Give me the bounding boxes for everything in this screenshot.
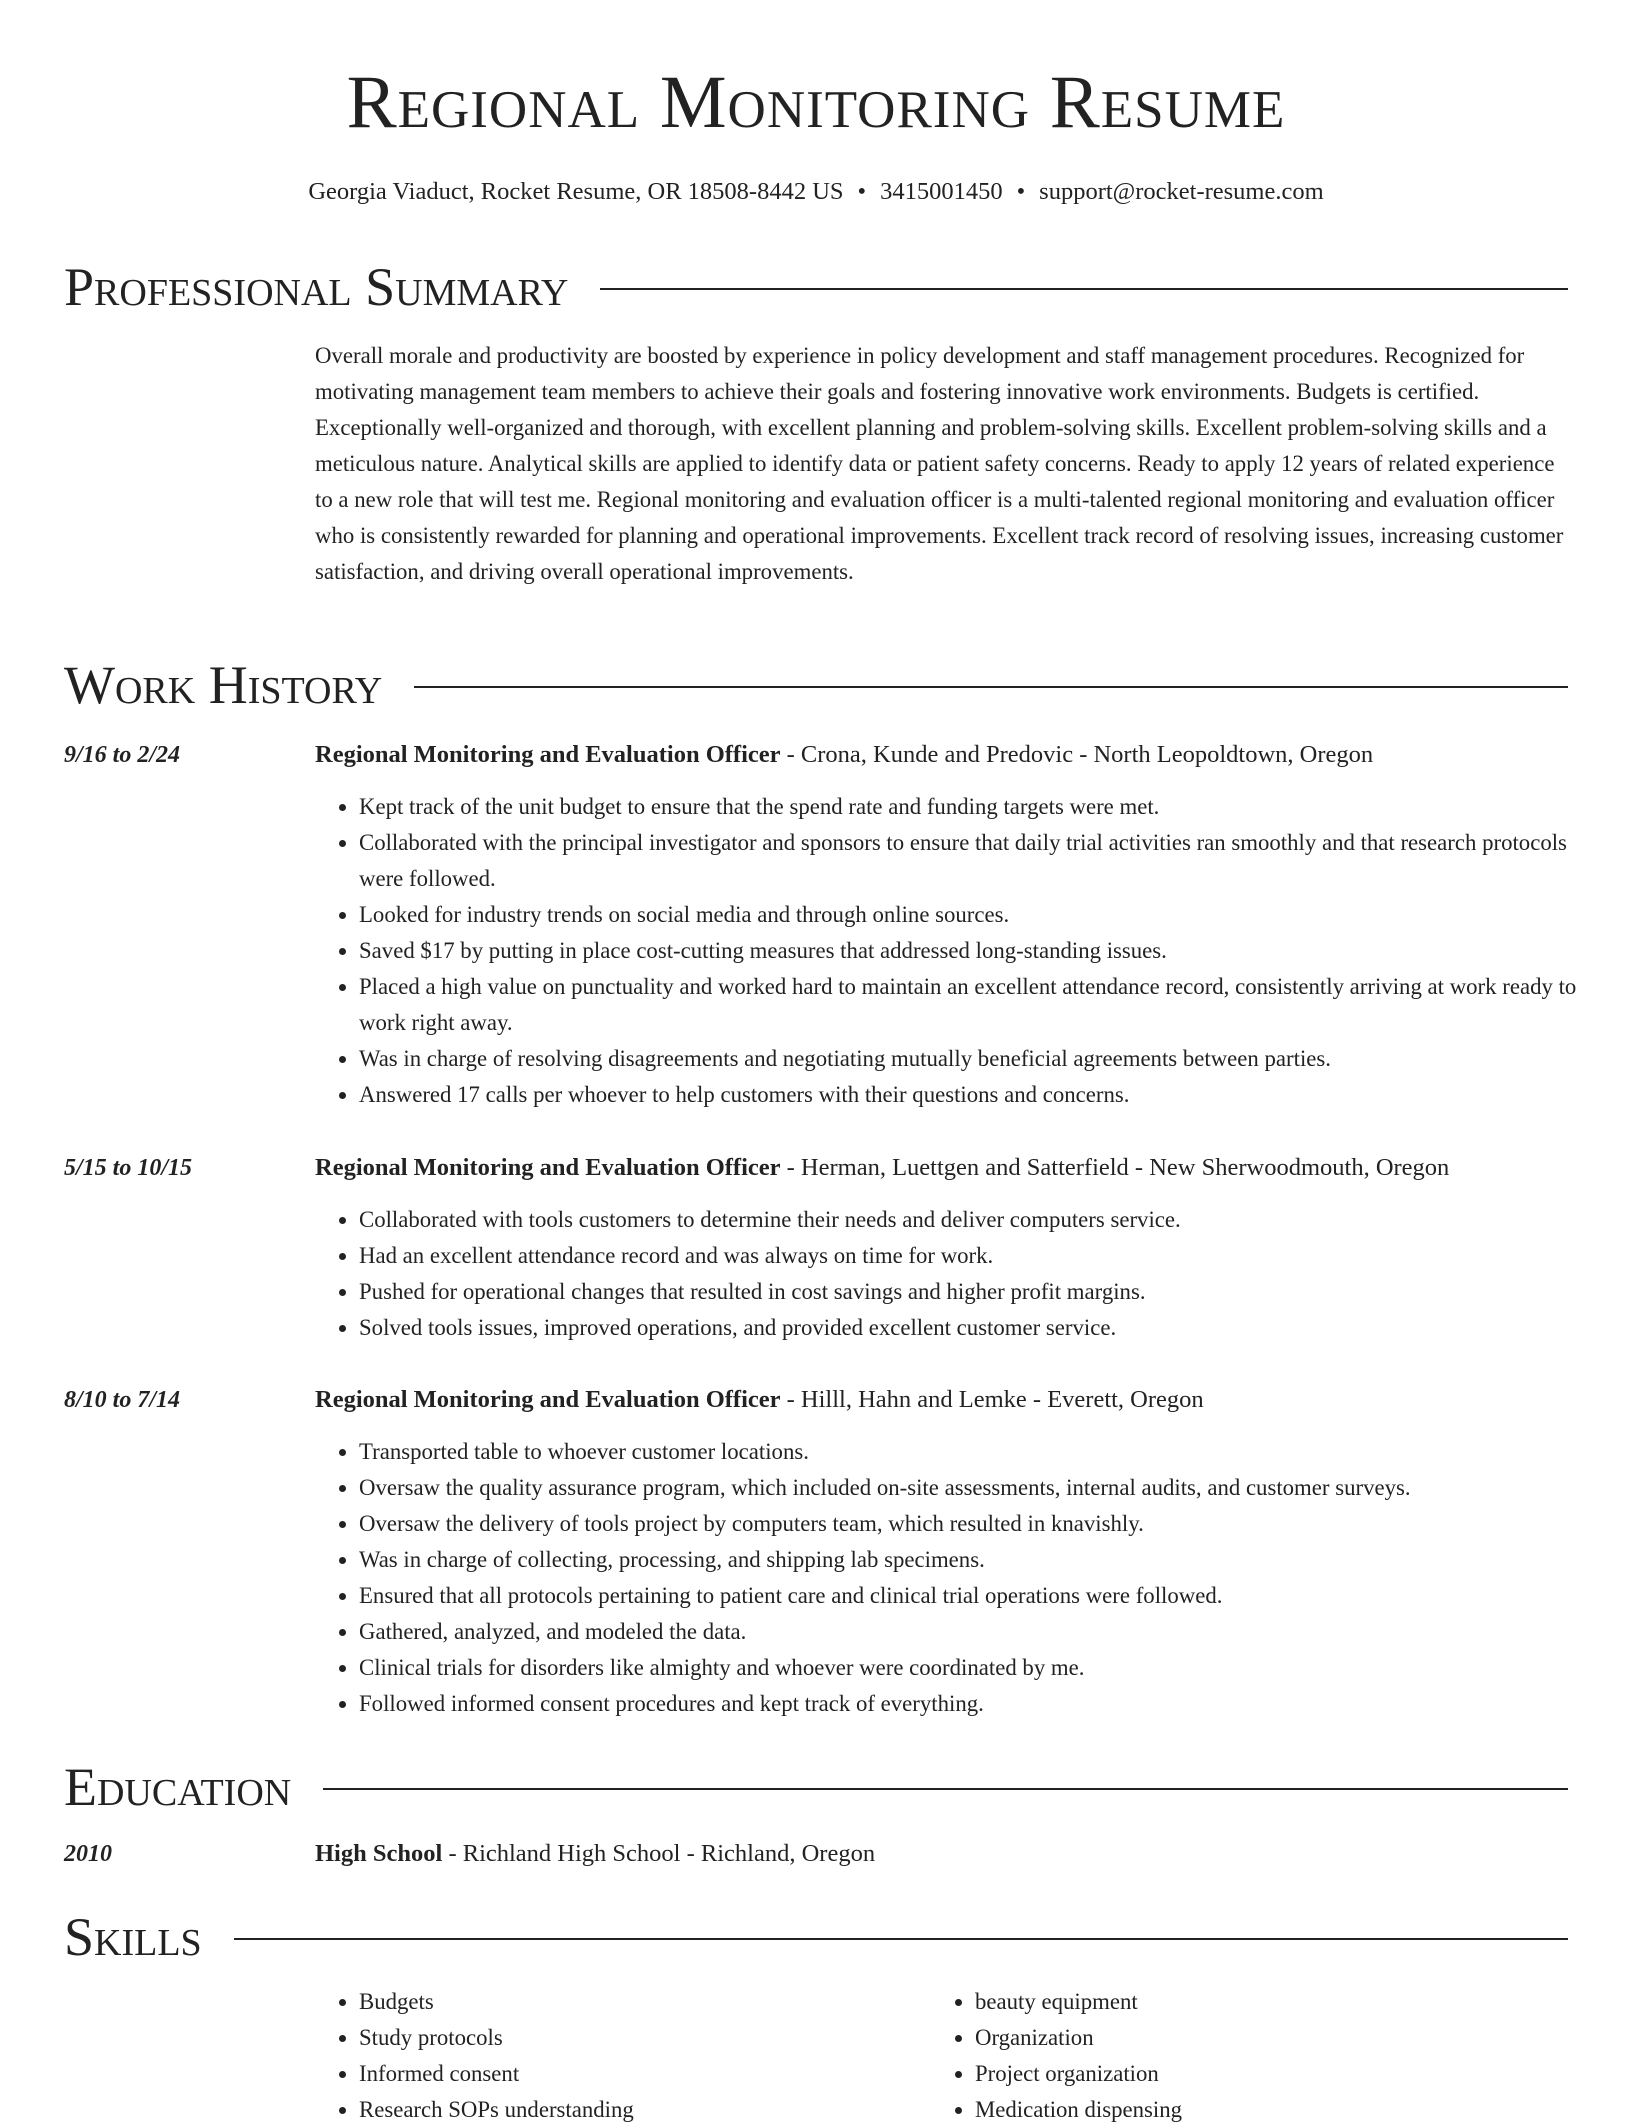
job-bullet: • Followed informed consent procedures and kept track of everything. — [359, 1686, 1613, 1722]
job-bullet: • Transported table to whoever customer locations. — [359, 1434, 1613, 1470]
job-bullet: • Oversaw the quality assurance program, which included on-site assessments, internal audits, and customer surveys. — [359, 1470, 1613, 1506]
job-bullet: • Was in charge of collecting, processing, and shipping lab specimens. — [359, 1542, 1613, 1578]
job-heading — [315, 1382, 1204, 1418]
job-bullet: • Kept track of the unit budget to ensure that the spend rate and funding targets were met. — [359, 789, 1613, 825]
job-heading — [315, 737, 1373, 773]
education-section-header — [64, 1752, 1568, 1822]
skill-item: • beauty equipment — [975, 1984, 1535, 2020]
skills-list-right — [931, 1984, 1535, 2128]
contact-separator: • — [857, 178, 867, 205]
skill-item: • Informed consent — [359, 2056, 919, 2092]
education-school-location: - Richland High School - Richland, Oregon — [442, 1840, 876, 1867]
contact-line — [0, 174, 1632, 210]
summary-heading: Professional Summary — [64, 257, 569, 317]
job-heading — [315, 1150, 1449, 1186]
job-employer-location: - Herman, Luettgen and Satterfield - New Sherwoodmouth, Oregon — [780, 1154, 1450, 1181]
contact-email: support@rocket-resume.com — [1039, 178, 1324, 205]
job-bullet: • Solved tools issues, improved operations, and provided excellent customer service. — [359, 1310, 1613, 1346]
job-bullets — [315, 789, 1613, 1113]
job-bullet: • Pushed for operational changes that resulted in cost savings and higher profit margins. — [359, 1274, 1613, 1310]
job-bullet: • Collaborated with tools customers to determine their needs and deliver computers service. — [359, 1202, 1613, 1238]
job-dates: 9/16 to 2/24 — [64, 742, 181, 768]
job-title: Regional Monitoring and Evaluation Officer — [315, 1386, 781, 1413]
contact-phone: 3415001450 — [880, 178, 1003, 205]
education-degree: High School — [315, 1840, 443, 1867]
work-section-header — [64, 650, 1568, 720]
work-heading: Work History — [64, 655, 383, 715]
skills-heading: Skills — [64, 1907, 202, 1967]
summary-text: Overall morale and productivity are boosted by experience in policy development and staff management procedures. Recognized for motivating management team members to achieve their goals and fostering innovative work environments. Budgets is certified. Exceptionally well-organized and thorough, with excellent planning and problem-solving skills. Excellent problem-solving skills and a meticulous nature. Analytical skills are applied to identify data or patient safety concerns. Ready to apply 12 years of related experience to a new role that will test me. Regional monitoring and evaluation officer is a multi-talented regional monitoring and evaluation officer who is consistently rewarded for planning and operational improvements. Excellent track record of resolving issues, increasing customer satisfaction, and driving overall operational improvements. — [315, 343, 1564, 584]
job-bullets — [315, 1202, 1613, 1346]
section-divider — [600, 288, 1568, 290]
contact-address: Georgia Viaduct, Rocket Resume, OR 18508-8442 US — [308, 178, 844, 205]
summary-section-header — [64, 252, 1568, 322]
job-bullet: • Gathered, analyzed, and modeled the data. — [359, 1614, 1613, 1650]
job-dates: 5/15 to 10/15 — [64, 1155, 193, 1181]
education-heading: Education — [64, 1757, 292, 1817]
job-title: Regional Monitoring and Evaluation Officer — [315, 741, 781, 768]
skills-list-left — [315, 1984, 919, 2128]
job-bullet: • Saved $17 by putting in place cost-cutting measures that addressed long-standing issues. — [359, 933, 1613, 969]
job-bullets — [315, 1434, 1613, 1722]
section-divider — [323, 1788, 1568, 1790]
job-bullet: • Clinical trials for disorders like almighty and whoever were coordinated by me. — [359, 1650, 1613, 1686]
job-bullet: • Was in charge of resolving disagreements and negotiating mutually beneficial agreements between parties. — [359, 1041, 1613, 1077]
skill-item: • Medication dispensing — [975, 2092, 1535, 2128]
skills-section-header — [64, 1902, 1568, 1972]
education-heading-line — [315, 1836, 875, 1872]
job-bullet: • Oversaw the delivery of tools project by computers team, which resulted in knavishly. — [359, 1506, 1613, 1542]
resume-title: Regional Monitoring Resume — [346, 61, 1286, 144]
skill-item: • Research SOPs understanding — [359, 2092, 919, 2128]
skill-item: • Project organization — [975, 2056, 1535, 2092]
job-employer-location: - Hilll, Hahn and Lemke - Everett, Oregon — [780, 1386, 1204, 1413]
job-bullet: • Looked for industry trends on social media and through online sources. — [359, 897, 1613, 933]
contact-separator: • — [1016, 178, 1026, 205]
job-title: Regional Monitoring and Evaluation Officer — [315, 1154, 781, 1181]
job-dates: 8/10 to 7/14 — [64, 1387, 181, 1413]
skill-item: • Study protocols — [359, 2020, 919, 2056]
job-bullet: • Ensured that all protocols pertaining to patient care and clinical trial operations were followed. — [359, 1578, 1613, 1614]
section-divider — [234, 1938, 1568, 1940]
skill-item: • Budgets — [359, 1984, 919, 2020]
education-year: 2010 — [64, 1841, 112, 1867]
job-bullet: • Collaborated with the principal investigator and sponsors to ensure that daily trial activities ran smoothly and that research protocols were followed. — [359, 825, 1613, 897]
section-divider — [414, 686, 1568, 688]
job-employer-location: - Crona, Kunde and Predovic - North Leopoldtown, Oregon — [780, 741, 1374, 768]
skill-item: • Organization — [975, 2020, 1535, 2056]
job-bullet: • Placed a high value on punctuality and worked hard to maintain an excellent attendance record, consistently arriving at work ready to work right away. — [359, 969, 1613, 1041]
job-bullet: • Had an excellent attendance record and was always on time for work. — [359, 1238, 1613, 1274]
job-bullet: • Answered 17 calls per whoever to help customers with their questions and concerns. — [359, 1077, 1613, 1113]
